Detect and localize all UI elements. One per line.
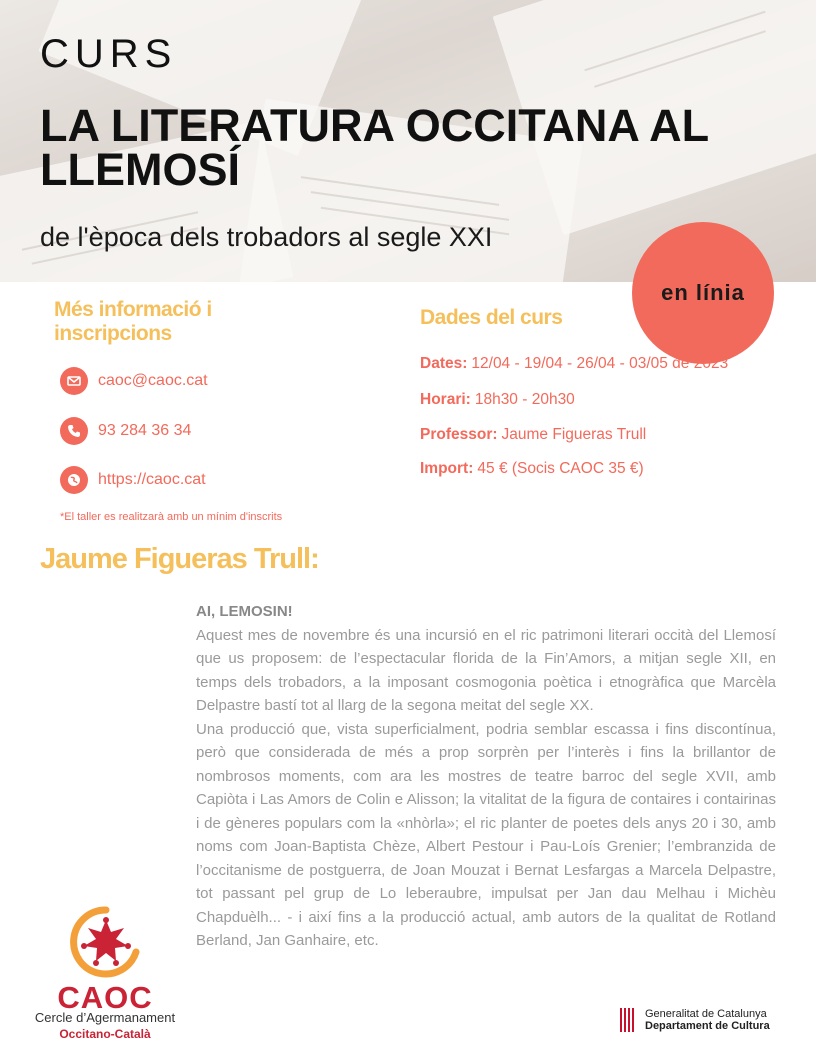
caoc-logo: [22, 906, 188, 1046]
gencat-line2: Departament de Cultura: [645, 1020, 770, 1032]
occitan-cross-icon: [70, 906, 142, 978]
gencat-logo: [620, 1008, 770, 1032]
senyera-icon: [620, 1008, 638, 1032]
detail-price: [420, 460, 644, 478]
contact-phone-text: 93 284 36 34: [98, 422, 192, 439]
globe-icon: [60, 466, 88, 494]
detail-teacher: [420, 426, 646, 444]
course-details-heading: Dades del curs: [420, 306, 563, 329]
detail-price-value: 45 € (Socis CAOC 35 €): [477, 460, 644, 477]
phone-icon: [60, 417, 88, 445]
detail-dates-label: Dates:: [420, 355, 468, 372]
course-subtitle: de l'època dels trobadors al segle XXI: [40, 222, 493, 252]
detail-schedule-value: 18h30 - 20h30: [474, 391, 575, 408]
minimum-note: *El taller es realitzarà amb un mínim d'inscrits: [60, 511, 283, 523]
course-title: LA LITERATURA OCCITANA AL LLEMOSÍ: [40, 100, 709, 195]
caoc-logo-line1: Cercle d’Agermanament: [34, 1010, 176, 1025]
mail-icon: [60, 367, 88, 395]
detail-teacher-label: Professor:: [420, 426, 498, 443]
contact-website[interactable]: [60, 466, 206, 494]
bio-heading: Jaume Figueras Trull:: [40, 543, 319, 575]
detail-schedule-label: Horari:: [420, 391, 471, 408]
bio-paragraph-1: Aquest mes de novembre és una incursió en el ric patrimoni literari occità del Llemosí que us proposem: de l’espectacular florida de la Fin’Amors, a mitjan segle XII, en temps dels trobadors, a la imposant cosmogonia poètica i etnogràfica que Marcèla Delpastre bastí tot al llarg de la segona meitat del segle XX.: [196, 626, 776, 714]
course-kicker: CURS: [40, 32, 178, 76]
contact-phone[interactable]: [60, 417, 191, 445]
gencat-line1: Generalitat de Catalunya: [645, 1008, 767, 1020]
online-badge: [632, 222, 774, 364]
info-heading: Més informació i inscripcions: [54, 298, 212, 345]
bio-paragraph-2: Una producció que, vista superficialment, podria semblar escassa i fins discontínua, però que considerada de més a prop sorprèn per l’interès i fins la brillantor de nombrosos moments, com ara les mostres de teatre barroc del segle XVII, amb Capiòta i Las Amors de Colin e Alisson; la vitalitat de la figura de contaires i contairinas i de gèneres populars com la «nhòrla»; el ric planter de poetes dels anys 20 i 30, amb noms com Joan-Baptista Chèze, Albert Pestour i Pau-Loís Grenier; l’embranzida de l’occitanisme de postguerra, de Joan Mouzat i Bernat Lesfargas a Marcela Delpastre, tot passant pel grup de Lo leberaubre, impulsat per Jan dau Melhau i Michèu Chapduèlh... - i així fins a la producció actual, amb autors de la qualitat de Rotland Berland, Jan Ganhaire, etc.: [196, 720, 776, 949]
caoc-logo-name: CAOC: [57, 980, 153, 1015]
online-badge-label: en línia: [661, 280, 745, 305]
contact-email-text: caoc@caoc.cat: [98, 372, 208, 389]
detail-dates-value: 12/04 - 19/04 - 26/04 - 03/05 de 2023: [471, 355, 729, 372]
detail-dates: [420, 355, 728, 373]
bio-lead: AI, LEMOSIN!: [196, 603, 293, 620]
caoc-logo-line2: Occitano-Català: [59, 1027, 151, 1041]
detail-price-label: Import:: [420, 460, 474, 477]
detail-schedule: [420, 391, 575, 409]
detail-teacher-value: Jaume Figueras Trull: [501, 426, 647, 443]
contact-website-text: https://caoc.cat: [98, 471, 206, 488]
contact-email[interactable]: [60, 367, 208, 395]
bio-text: [196, 600, 776, 953]
